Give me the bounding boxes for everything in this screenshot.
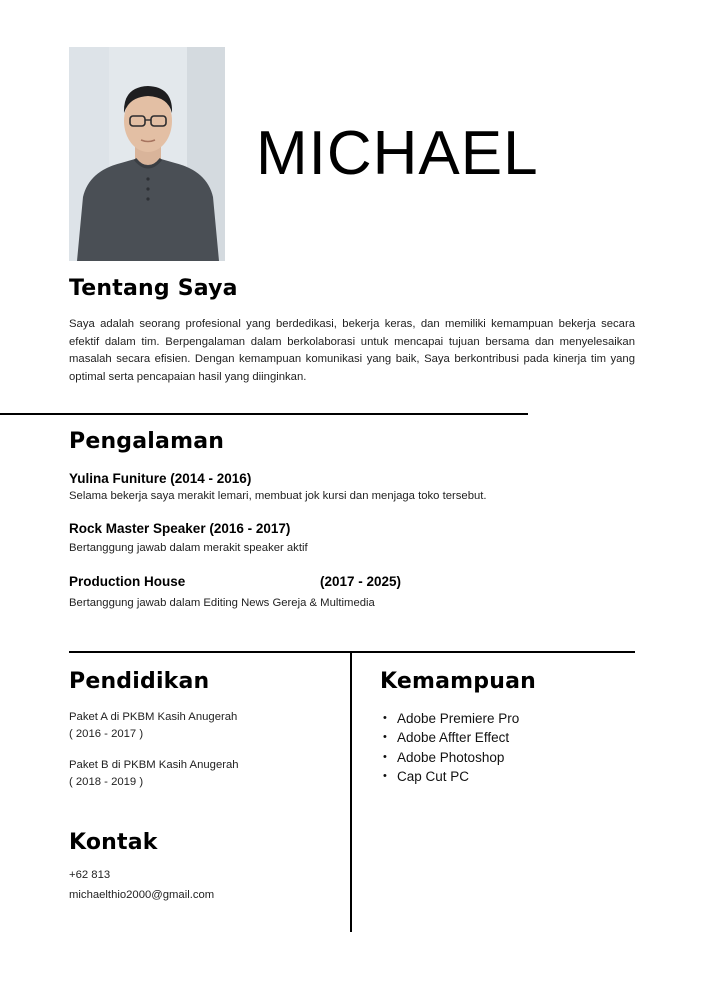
bullet-icon: • <box>383 769 387 782</box>
divider-about <box>0 413 528 415</box>
job-title: Production House <box>69 574 186 589</box>
education-school: Paket A di PKBM Kasih Anugerah <box>69 711 238 723</box>
list-item: • Adobe Affter Effect <box>383 728 519 747</box>
bullet-icon: • <box>383 750 387 763</box>
job-title: Yulina Funiture (2014 - 2016) <box>69 471 252 486</box>
job-desc: Bertanggung jawab dalam Editing News Gereja & Multimedia <box>69 597 375 609</box>
list-item: • Cap Cut PC <box>383 767 519 786</box>
contact-email: michaelthio2000@gmail.com <box>69 889 215 901</box>
bullet-icon: • <box>383 712 387 724</box>
contact-heading: Kontak <box>69 830 158 855</box>
list-item: • Adobe Photoshop <box>383 748 519 767</box>
job-title: Rock Master Speaker (2016 - 2017) <box>69 521 291 536</box>
contact-phone: +62 813 <box>69 869 111 881</box>
skills-list <box>383 709 519 786</box>
job-desc: Bertanggung jawab dalam merakit speaker aktif <box>69 542 308 554</box>
job-desc: Selama bekerja saya merakit lemari, membuat jok kursi dan menjaga toko tersebut. <box>69 490 487 502</box>
bullet-icon: • <box>383 731 387 744</box>
job-years: (2017 - 2025) <box>320 574 402 589</box>
list-item: • Adobe Premiere Pro <box>383 709 519 728</box>
name-title: MICHAEL <box>256 119 539 188</box>
education-years: ( 2016 - 2017 ) <box>69 728 144 740</box>
skills-heading: Kemampuan <box>380 669 536 694</box>
redacted-block <box>197 572 317 590</box>
profile-photo <box>69 47 225 261</box>
about-heading: Tentang Saya <box>69 276 238 301</box>
person-silhouette-icon <box>69 47 225 261</box>
education-school: Paket B di PKBM Kasih Anugerah <box>69 759 239 771</box>
experience-heading: Pengalaman <box>69 429 225 454</box>
divider-experience <box>69 651 635 653</box>
education-heading: Pendidikan <box>69 669 210 694</box>
column-divider <box>350 652 352 932</box>
education-years: ( 2018 - 2019 ) <box>69 776 144 788</box>
about-text: Saya adalah seorang profesional yang berdedikasi, bekerja keras, dan memiliki kemampuan bekerja secara efektif dalam tim. Berpengalaman dalam berkolaborasi untuk mencapai tujuan bersama dan menyelesaikan masalah secara efisien. Dengan kemampuan komunikasi yang baik, Saya berkontribusi pada kinerja tim yang optimal serta pencapaian hasil yang diinginkan. <box>69 318 635 383</box>
